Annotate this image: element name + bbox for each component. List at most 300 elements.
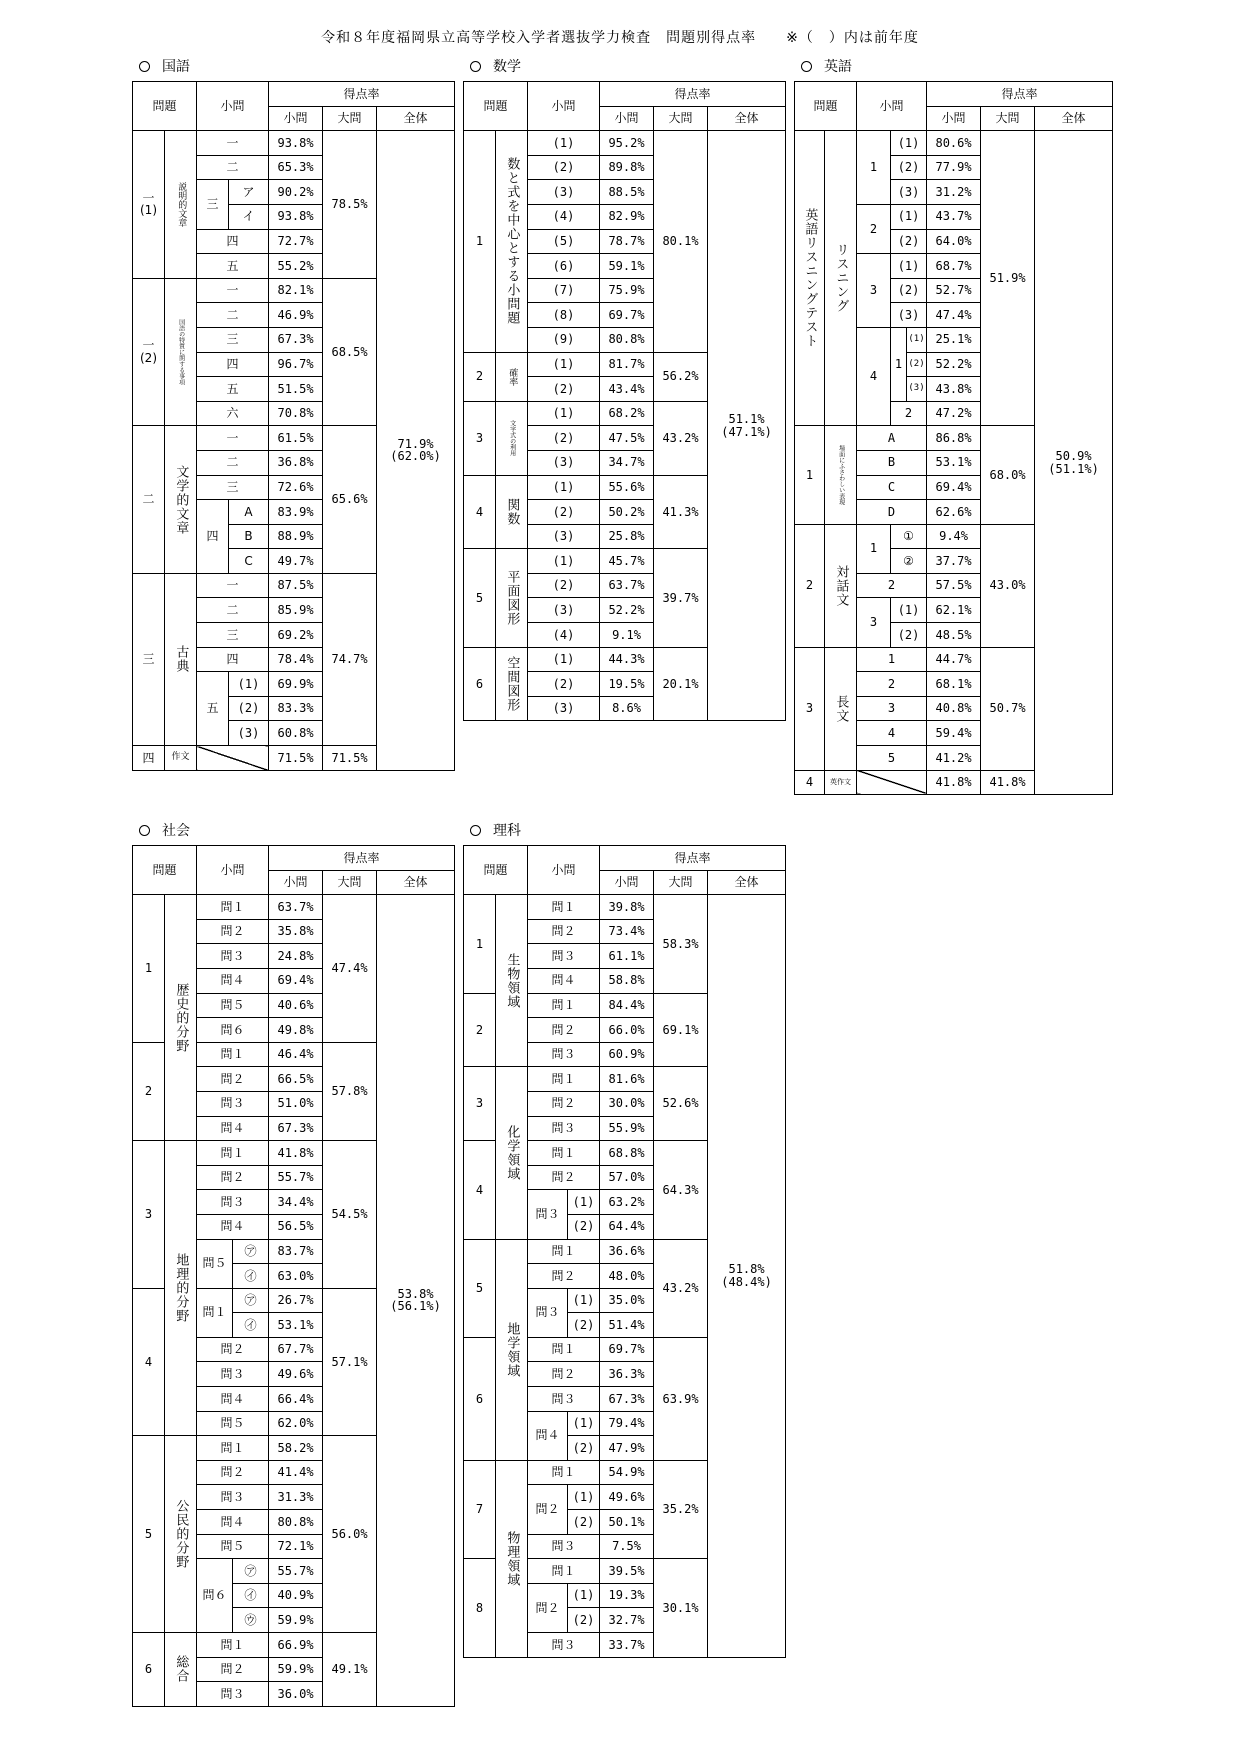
dai-score: 64.3%	[654, 1141, 708, 1239]
sub-question: 問４	[528, 1411, 568, 1460]
question-category: 文学的文章	[165, 426, 197, 574]
score-value: 50.1%	[600, 1510, 654, 1535]
sub-question: 二	[197, 155, 269, 180]
score-value: 96.7%	[269, 352, 323, 377]
score-value: 67.7%	[269, 1337, 323, 1362]
score-value: 93.8%	[269, 204, 323, 229]
sub-question: 一	[197, 573, 269, 598]
sub-question: 三	[197, 475, 269, 500]
sub-question: 四	[197, 500, 229, 574]
question-number: 1	[133, 895, 165, 1043]
sub-question: 問２	[528, 1485, 568, 1534]
sub-question: 1	[857, 131, 891, 205]
dai-score: 20.1%	[654, 647, 708, 721]
sub-question: 問２	[197, 1165, 269, 1190]
score-value: 63.0%	[269, 1264, 323, 1289]
sub-question: 問３	[528, 944, 600, 969]
score-value: 55.9%	[600, 1116, 654, 1141]
sub-question: 問４	[197, 968, 269, 993]
score-value: 41.8%	[927, 770, 981, 795]
header-dai: 大問	[323, 870, 377, 895]
sub-question: 問６	[197, 1559, 233, 1633]
page-title: 令和８年度福岡県立高等学校入学者選抜学力検査 問題別得点率 ※（ ）内は前年度	[321, 30, 919, 46]
question-number: 5	[133, 1436, 165, 1633]
sub-question: 問２	[197, 919, 269, 944]
sub-question: 五	[197, 672, 229, 746]
score-value: 68.1%	[927, 672, 981, 697]
score-value: 69.7%	[600, 1337, 654, 1362]
overall-score: 51.1% (47.1%)	[708, 131, 786, 721]
question-number: 3	[133, 1141, 165, 1289]
header-all: 全体	[708, 106, 786, 131]
score-value: 82.1%	[269, 278, 323, 303]
question-category: 英語リスニングテスト	[795, 131, 825, 426]
sub-question: 問２	[197, 1337, 269, 1362]
dai-score: 57.1%	[323, 1288, 377, 1436]
sub-question-part: (3)	[229, 721, 269, 746]
overall-score: 53.8% (56.1%)	[377, 895, 455, 1707]
sub-question-part: (1)	[568, 1583, 600, 1608]
subject-name: 理科	[493, 823, 521, 839]
header-sub: 小問	[927, 106, 981, 131]
score-value: 58.2%	[269, 1436, 323, 1461]
score-value: 7.5%	[600, 1534, 654, 1559]
question-category: 化学領域	[496, 1067, 528, 1239]
question-number: 2	[133, 1042, 165, 1140]
dai-score: 39.7%	[654, 549, 708, 647]
table-shakai	[132, 845, 455, 1707]
sub-question-part: ㋑	[233, 1583, 269, 1608]
question-category: 国語の特質に関する事項	[165, 278, 197, 426]
sub-question-part: A	[229, 500, 269, 525]
question-number: 三	[133, 573, 165, 745]
score-value: 82.9%	[600, 204, 654, 229]
score-value: 73.4%	[600, 919, 654, 944]
question-number: 6	[464, 647, 496, 721]
subject-label-sugaku	[470, 56, 521, 76]
score-value: 83.7%	[269, 1239, 323, 1264]
score-value: 72.6%	[269, 475, 323, 500]
sub-question: 3	[857, 254, 891, 328]
sub-question-part: ㋑	[233, 1264, 269, 1289]
sub-question: 問５	[197, 1534, 269, 1559]
score-value: 30.0%	[600, 1091, 654, 1116]
sub-question: 問３	[528, 1116, 600, 1141]
dai-score: 63.9%	[654, 1337, 708, 1460]
sub-question: 問５	[197, 993, 269, 1018]
sub-question: 問１	[528, 1067, 600, 1092]
score-value: 63.7%	[269, 895, 323, 920]
score-value: 47.5%	[600, 426, 654, 451]
sub-question-part: (3)	[907, 377, 927, 402]
sub-question: (4)	[528, 623, 600, 648]
score-value: 46.9%	[269, 303, 323, 328]
header-dai: 大問	[654, 870, 708, 895]
sub-question: 問３	[528, 1534, 600, 1559]
sub-question-part: (1)	[229, 672, 269, 697]
score-value: 68.8%	[600, 1141, 654, 1166]
score-value: 83.9%	[269, 500, 323, 525]
sub-question: B	[857, 450, 927, 475]
score-value: 64.0%	[927, 229, 981, 254]
header-all: 全体	[377, 870, 455, 895]
sub-question-part: C	[229, 549, 269, 574]
score-value: 77.9%	[927, 155, 981, 180]
sub-question: 問２	[528, 1091, 600, 1116]
dai-score: 56.0%	[323, 1436, 377, 1633]
dai-score: 58.3%	[654, 895, 708, 993]
score-value: 19.3%	[600, 1583, 654, 1608]
sub-question: 問１	[528, 1239, 600, 1264]
score-value: 59.9%	[269, 1657, 323, 1682]
sub-question: 四	[197, 229, 269, 254]
score-value: 34.7%	[600, 450, 654, 475]
score-value: 24.8%	[269, 944, 323, 969]
sub-question: 問２	[528, 1018, 600, 1043]
score-value: 80.8%	[269, 1510, 323, 1535]
sub-question: 二	[197, 450, 269, 475]
score-value: 51.4%	[600, 1313, 654, 1338]
score-value: 32.7%	[600, 1608, 654, 1633]
sub-question: 三	[197, 327, 269, 352]
sub-question: D	[857, 500, 927, 525]
question-number: 二	[133, 426, 165, 574]
sub-question-part: (1)	[907, 327, 927, 352]
score-value: 47.9%	[600, 1436, 654, 1461]
overall-score: 71.9% (62.0%)	[377, 131, 455, 770]
score-value: 35.8%	[269, 919, 323, 944]
sub-question-part: (2)	[229, 696, 269, 721]
sub-question: 問１	[197, 1633, 269, 1658]
sub-question: 問６	[197, 1018, 269, 1043]
sub-question: (8)	[528, 303, 600, 328]
score-value: 55.7%	[269, 1165, 323, 1190]
score-value: 48.0%	[600, 1264, 654, 1289]
subject-name: 数学	[493, 59, 521, 75]
sub-question: 問３	[197, 1682, 269, 1707]
question-number: 7	[464, 1460, 496, 1558]
header-dai: 大問	[981, 106, 1035, 131]
sub-question: (2)	[528, 426, 600, 451]
score-value: 44.3%	[600, 647, 654, 672]
sub-question: 五	[197, 377, 269, 402]
question-number: 3	[795, 647, 825, 770]
sub-question: 3	[857, 696, 927, 721]
sub-question-part: 2	[891, 401, 927, 426]
score-value: 51.5%	[269, 377, 323, 402]
dai-score: 50.7%	[981, 647, 1035, 770]
header-tokuten: 得点率	[927, 82, 1113, 107]
sub-question: (3)	[528, 180, 600, 205]
question-number: 2	[464, 352, 496, 401]
sub-question: 二	[197, 598, 269, 623]
score-value: 79.4%	[600, 1411, 654, 1436]
score-value: 41.2%	[927, 746, 981, 771]
score-value: 36.8%	[269, 450, 323, 475]
score-value: 66.9%	[269, 1633, 323, 1658]
score-value: 43.7%	[927, 204, 981, 229]
sub-question-part: (2)	[891, 623, 927, 648]
sub-question: (3)	[528, 524, 600, 549]
score-value: 66.4%	[269, 1387, 323, 1412]
question-number: 5	[464, 1239, 496, 1337]
dai-score: 71.5%	[323, 746, 377, 771]
sub-question: 問１	[197, 1141, 269, 1166]
sub-question-part: ㋐	[233, 1288, 269, 1313]
sub-question: C	[857, 475, 927, 500]
score-value: 90.2%	[269, 180, 323, 205]
sub-question-part: (1)	[568, 1485, 600, 1510]
header-tokuten: 得点率	[600, 82, 786, 107]
score-value: 40.6%	[269, 993, 323, 1018]
score-value: 26.7%	[269, 1288, 323, 1313]
score-value: 47.2%	[927, 401, 981, 426]
sub-question-part: (1)	[891, 254, 927, 279]
header-shomon: 小問	[197, 82, 269, 131]
question-category: 空間図形	[496, 647, 528, 721]
question-category: リスニング	[825, 131, 857, 426]
sub-question: 問２	[197, 1460, 269, 1485]
dai-score: 43.0%	[981, 524, 1035, 647]
score-value: 9.1%	[600, 623, 654, 648]
score-value: 46.4%	[269, 1042, 323, 1067]
sub-question: 2	[857, 672, 927, 697]
sub-question: (3)	[528, 450, 600, 475]
overall-score: 51.8% (48.4%)	[708, 895, 786, 1657]
dai-score: 35.2%	[654, 1460, 708, 1558]
sub-question-part: ②	[891, 549, 927, 574]
score-value: 59.1%	[600, 254, 654, 279]
sub-question: 2	[857, 573, 927, 598]
score-value: 78.4%	[269, 647, 323, 672]
score-value: 63.7%	[600, 573, 654, 598]
sub-question: (2)	[528, 155, 600, 180]
sub-question: 問４	[528, 968, 600, 993]
sub-question: 問４	[197, 1214, 269, 1239]
score-value: 40.9%	[269, 1583, 323, 1608]
sub-question: 問４	[197, 1510, 269, 1535]
score-value: 19.5%	[600, 672, 654, 697]
score-value: 69.9%	[269, 672, 323, 697]
subject-label-rika	[470, 820, 521, 840]
table-rika	[463, 845, 786, 1658]
score-value: 55.6%	[600, 475, 654, 500]
score-value: 43.4%	[600, 377, 654, 402]
score-value: 49.6%	[269, 1362, 323, 1387]
diagonal-cell	[857, 770, 927, 795]
sub-question-part: (2)	[568, 1608, 600, 1633]
sub-question: (6)	[528, 254, 600, 279]
sub-question: 4	[857, 721, 927, 746]
question-category: 歴史的分野	[165, 895, 197, 1141]
sub-question: 六	[197, 401, 269, 426]
sub-question: 問２	[197, 1067, 269, 1092]
header-mondai: 問題	[464, 82, 528, 131]
sub-question: (1)	[528, 401, 600, 426]
header-dai: 大問	[323, 106, 377, 131]
score-value: 25.1%	[927, 327, 981, 352]
sub-question-part: (1)	[891, 131, 927, 156]
score-value: 40.8%	[927, 696, 981, 721]
sub-question-part: (1)	[891, 598, 927, 623]
header-mondai: 問題	[464, 846, 528, 895]
sub-question: (3)	[528, 696, 600, 721]
score-value: 59.4%	[927, 721, 981, 746]
dai-score: 80.1%	[654, 131, 708, 352]
score-value: 61.5%	[269, 426, 323, 451]
dai-score: 57.8%	[323, 1042, 377, 1140]
sub-question: 問５	[197, 1239, 233, 1288]
score-value: 68.7%	[927, 254, 981, 279]
sub-question: 一	[197, 278, 269, 303]
sub-question: 問３	[197, 944, 269, 969]
sub-question: 問１	[528, 993, 600, 1018]
score-value: 65.3%	[269, 155, 323, 180]
question-category: 地理的分野	[165, 1141, 197, 1436]
score-value: 86.8%	[927, 426, 981, 451]
header-shomon: 小問	[857, 82, 927, 131]
score-value: 39.8%	[600, 895, 654, 920]
question-category: 関数	[496, 475, 528, 549]
score-value: 62.6%	[927, 500, 981, 525]
score-value: 72.1%	[269, 1534, 323, 1559]
score-value: 48.5%	[927, 623, 981, 648]
score-value: 67.3%	[269, 1116, 323, 1141]
score-value: 36.6%	[600, 1239, 654, 1264]
sub-question: 3	[857, 598, 891, 647]
sub-question: 問２	[528, 1165, 600, 1190]
header-all: 全体	[377, 106, 455, 131]
sub-question-part: ①	[891, 524, 927, 549]
question-number: 1	[464, 131, 496, 352]
sub-question: 四	[197, 647, 269, 672]
sub-question: 問２	[528, 919, 600, 944]
sub-question: 問３	[197, 1362, 269, 1387]
sub-question: 問４	[197, 1116, 269, 1141]
score-value: 33.7%	[600, 1633, 654, 1658]
sub-question: 問３	[528, 1190, 568, 1239]
sub-question: 問４	[197, 1387, 269, 1412]
sub-question: 問１	[197, 1436, 269, 1461]
overall-score: 50.9% (51.1%)	[1035, 131, 1113, 795]
table-kokugo	[132, 81, 455, 771]
sub-question: 1	[857, 524, 891, 573]
score-value: 66.0%	[600, 1018, 654, 1043]
subject-name: 社会	[162, 823, 190, 839]
score-value: 58.8%	[600, 968, 654, 993]
score-value: 81.7%	[600, 352, 654, 377]
score-value: 53.1%	[269, 1313, 323, 1338]
score-value: 69.4%	[269, 968, 323, 993]
sub-question: (1)	[528, 131, 600, 156]
score-value: 45.7%	[600, 549, 654, 574]
question-number: 4	[133, 1288, 165, 1436]
score-value: 68.2%	[600, 401, 654, 426]
score-value: 71.5%	[269, 746, 323, 771]
sub-question: 二	[197, 303, 269, 328]
subject-name: 国語	[162, 59, 190, 75]
score-value: 57.0%	[600, 1165, 654, 1190]
sub-question: 問３	[197, 1190, 269, 1215]
score-value: 47.4%	[927, 303, 981, 328]
header-mondai: 問題	[133, 82, 197, 131]
question-category: 数と式を中心とする小問題	[496, 131, 528, 352]
score-value: 51.0%	[269, 1091, 323, 1116]
sub-question: 問１	[528, 1460, 600, 1485]
dai-score: 43.2%	[654, 1239, 708, 1337]
question-number: 4	[464, 475, 496, 549]
question-number: 4	[464, 1141, 496, 1239]
question-number: 3	[464, 1067, 496, 1141]
score-value: 36.0%	[269, 1682, 323, 1707]
sub-question: (2)	[528, 377, 600, 402]
sub-question: (2)	[528, 672, 600, 697]
score-value: 93.8%	[269, 131, 323, 156]
dai-score: 69.1%	[654, 993, 708, 1067]
question-number: 5	[464, 549, 496, 647]
score-value: 64.4%	[600, 1214, 654, 1239]
sub-question-part: (1)	[568, 1190, 600, 1215]
subject-name: 英語	[824, 59, 852, 75]
question-category: 場面にふさわしい表現	[825, 426, 857, 524]
dai-score: 68.5%	[323, 278, 377, 426]
score-value: 52.7%	[927, 278, 981, 303]
question-number: 3	[464, 401, 496, 475]
sub-question: 問３	[528, 1042, 600, 1067]
sub-question-part: (1)	[568, 1411, 600, 1436]
sub-question: 問３	[528, 1387, 600, 1412]
sub-question: (1)	[528, 549, 600, 574]
question-category: 説明的文章	[165, 131, 197, 279]
sub-question-part: ㋐	[233, 1239, 269, 1264]
score-value: 63.2%	[600, 1190, 654, 1215]
dai-score: 74.7%	[323, 573, 377, 745]
header-all: 全体	[708, 870, 786, 895]
sub-question-part: (1)	[891, 204, 927, 229]
header-shomon: 小問	[528, 846, 600, 895]
score-value: 83.3%	[269, 696, 323, 721]
score-value: 37.7%	[927, 549, 981, 574]
sub-question-part: ㋒	[233, 1608, 269, 1633]
score-value: 52.2%	[600, 598, 654, 623]
score-value: 87.5%	[269, 573, 323, 598]
sub-question: 問１	[197, 895, 269, 920]
score-value: 36.3%	[600, 1362, 654, 1387]
score-value: 9.4%	[927, 524, 981, 549]
header-sub: 小問	[269, 870, 323, 895]
sub-question-part: (2)	[891, 229, 927, 254]
question-category: 平面図形	[496, 549, 528, 647]
score-value: 25.8%	[600, 524, 654, 549]
score-value: 89.8%	[600, 155, 654, 180]
score-value: 41.4%	[269, 1460, 323, 1485]
score-value: 49.8%	[269, 1018, 323, 1043]
score-value: 69.4%	[927, 475, 981, 500]
question-number: 1	[464, 895, 496, 993]
sub-question: 問１	[528, 1337, 600, 1362]
dai-score: 49.1%	[323, 1633, 377, 1707]
score-value: 62.0%	[269, 1411, 323, 1436]
sub-question: 問２	[528, 1583, 568, 1632]
question-category: 確率	[496, 352, 528, 401]
score-value: 34.4%	[269, 1190, 323, 1215]
question-category: 地学領域	[496, 1239, 528, 1460]
sub-question-part: (2)	[568, 1436, 600, 1461]
sub-question-part: (2)	[568, 1510, 600, 1535]
score-value: 35.0%	[600, 1288, 654, 1313]
header-tokuten: 得点率	[600, 846, 786, 871]
question-number: 2	[795, 524, 825, 647]
